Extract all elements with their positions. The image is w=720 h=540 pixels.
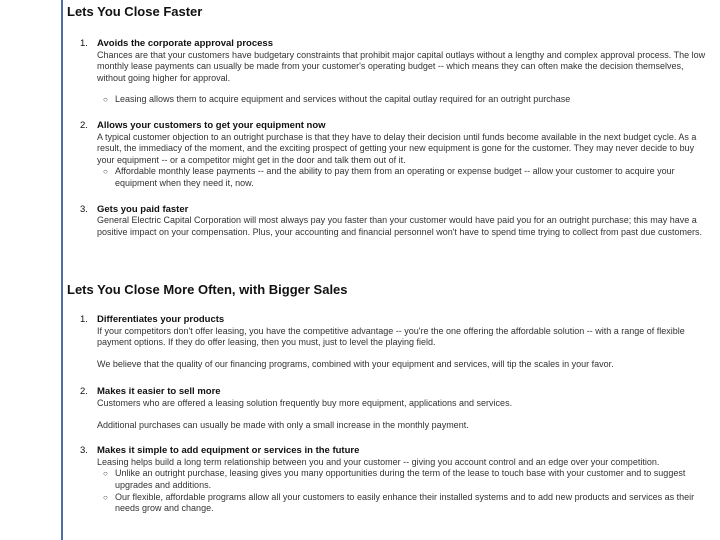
list-item: [67, 445, 707, 515]
sub-bullet-text: Our flexible, affordable programs allow all your customers to easily enhance their installed systems and to add new products and services as their needs grow and change.: [115, 491, 695, 514]
bullet-circle-icon: ○: [103, 492, 108, 502]
item-title: Differentiates your products: [97, 314, 225, 325]
list-item: [67, 204, 707, 239]
item-paragraph: We believe that the quality of our financing programs, combined with your equipment and services, will tip the scales in your favor.: [97, 358, 614, 369]
list-item: [67, 120, 707, 190]
item-body: Customers who are offered a leasing solution frequently buy more equipment, applications and services.: [97, 397, 513, 408]
sub-bullet: [97, 166, 707, 189]
item-number: 1.: [80, 314, 88, 325]
item-title: Allows your customers to get your equipment now: [97, 119, 326, 131]
page-left-rule: [61, 0, 63, 540]
sub-bullet-text: Leasing allows them to acquire equipment and services without the capital outlay required for an outright purchase: [115, 94, 571, 105]
item-number: 3.: [80, 445, 88, 457]
bullet-circle-icon: ○: [103, 469, 108, 479]
sub-bullet: [97, 468, 707, 491]
sub-bullet: [97, 94, 707, 106]
item-title: Makes it simple to add equipment or services in the future: [97, 445, 360, 457]
item-number: 2.: [80, 119, 88, 131]
item-body: A typical customer objection to an outright purchase is that they have to delay their decision until funds become available in the next budget cycle. As a result, the immediacy of the moment, and the exciting prospect of getting your new equipment is gone for the customer. They may never decide to buy your equipment -- or a competitor might get in the door and talk them out of it.: [97, 131, 697, 165]
close-faster-list: [67, 38, 707, 238]
document-content: [67, 4, 707, 514]
section-close-more-often: [67, 282, 707, 515]
list-item: [67, 314, 707, 370]
item-body: If your competitors don't offer leasing, you have the competitive advantage -- you're the one offering the affordable solution -- with a range of flexible payment options. If they do offer leasing, then you must, just to level the playing field.: [97, 325, 685, 348]
section-title-close-more-often: Lets You Close More Often, with Bigger Sales: [67, 282, 348, 297]
bullet-circle-icon: ○: [103, 95, 108, 105]
item-number: 3.: [80, 203, 88, 215]
item-title: Gets you paid faster: [97, 203, 189, 215]
section-title-close-faster: Lets You Close Faster: [67, 4, 203, 19]
item-title: Avoids the corporate approval process: [97, 38, 273, 49]
close-more-often-list: [67, 314, 707, 515]
bullet-circle-icon: ○: [103, 167, 108, 177]
item-body: Leasing helps build a long term relationship between you and your customer -- giving you account control and an edge over your competition.: [97, 456, 660, 467]
sub-bullet: [97, 492, 707, 515]
item-title: Makes it easier to sell more: [97, 386, 221, 398]
item-body: General Electric Capital Corporation will most always pay you faster than your customer would have paid you for an outright purchase; this may have a positive impact on your compensation. Plus, your accounting and financial personnel won't have to spend time trying to collect from past due customers.: [97, 215, 703, 237]
sub-bullet-text: Affordable monthly lease payments -- and the ability to pay them from an operating or expense budget -- allow your customer to acquire your equipment when they need it, now.: [115, 166, 675, 188]
list-item: [67, 38, 707, 106]
item-paragraph: Additional purchases can usually be made with only a small increase in the monthly payment.: [97, 419, 469, 430]
sub-bullet-text: Unlike an outright purchase, leasing gives you many opportunities during the term of the lease to touch base with your customer and to suggest upgrades and additions.: [115, 468, 686, 490]
item-number: 1.: [80, 38, 88, 49]
item-body: Chances are that your customers have budgetary constraints that prohibit major capital outlays without a lengthy and complex approval process. The low monthly lease payments can usually be made from your customer's operating budget -- which means they can often make the decision themselves, without going higher for approval.: [97, 49, 706, 83]
item-number: 2.: [80, 386, 88, 398]
list-item: [67, 386, 707, 431]
